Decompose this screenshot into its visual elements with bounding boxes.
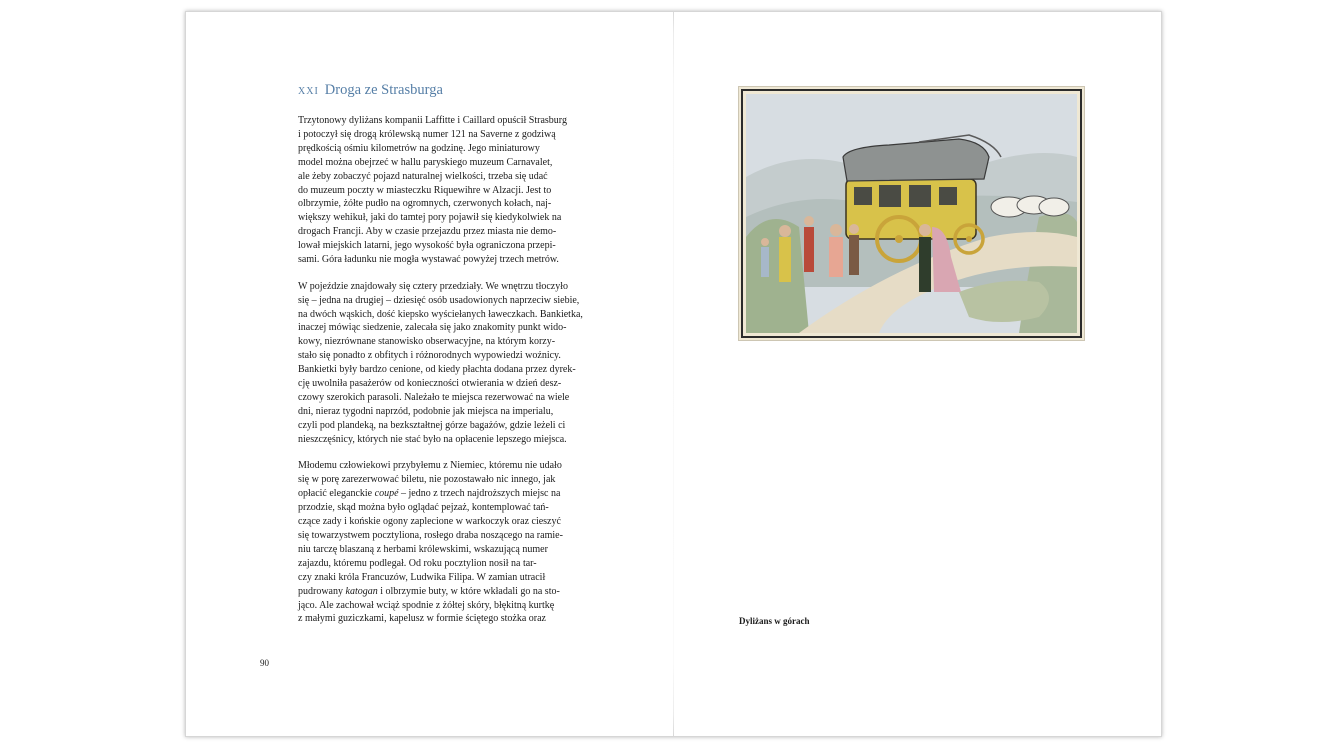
text-line: Młodemu człowiekowi przybyłemu z Niemiec, któremu nie udało bbox=[298, 460, 562, 472]
text-line: lował miejskich latarni, jego wysokość była ograniczona przepi- bbox=[298, 240, 556, 252]
page-number: 90 bbox=[260, 658, 269, 668]
chapter-title: Droga ze Strasburga bbox=[324, 82, 443, 98]
text-line: Bankietki były bardzo cenione, od kiedy płachta dodana przez dyrek- bbox=[298, 364, 576, 376]
text-line: do muzeum poczty w miasteczku Riquewihre w Alzacji. Jest to bbox=[298, 184, 552, 196]
text-line: cję uwolniła pasażerów od konieczności otwierania w dzień desz- bbox=[298, 378, 562, 390]
illustration-caption: Dyliżans w górach bbox=[739, 616, 810, 626]
text-line: i potoczył się drogą królewską numer 121 na Saverne z godziwą bbox=[298, 128, 556, 140]
text-line: zajazdu, któremu podlegał. Od roku pocztylion nosił na tar- bbox=[298, 557, 537, 569]
text-line: Trzytonowy dyliżans kompanii Laffitte i Caillard opuścił Strasburg bbox=[298, 115, 567, 126]
text-line: czowy szerokich parasoli. Należało te miejsca rezerwować na wiele bbox=[298, 392, 570, 404]
text-line: ale żeby zobaczyć pojazd naturalnej wielkości, trzeba się udać bbox=[298, 170, 548, 182]
body-paragraph bbox=[298, 280, 608, 447]
text-line: inaczej mówiąc siedzenie, zalecała się jako znakomity punkt wido- bbox=[298, 322, 567, 334]
text-line: kowy, niezrównane stanowisko obserwacyjne, na którym korzy- bbox=[298, 336, 556, 348]
text-line: nieszczęśnicy, których nie stać było na opłacenie lepszego miejsca. bbox=[298, 433, 567, 445]
text-line: dni, nieraz tygodni naprzód, podobnie jak miejsca na imperialu, bbox=[298, 405, 554, 417]
text-line: się towarzystwem pocztyliona, rosłego draba noszącego na ramie- bbox=[298, 529, 563, 541]
text-line: z małymi guziczkami, kapelusz w formie ściętego stożka oraz bbox=[298, 613, 546, 625]
stagecoach-illustration-art bbox=[739, 87, 1084, 340]
text-line: prędkością ośmiu kilometrów na godzinę. Jego miniaturowy bbox=[298, 142, 540, 154]
text-line: czące zady i końskie ogony zaplecione w warkoczyk oraz cieszyć bbox=[298, 516, 561, 528]
text-line: olbrzymie, żółte pudło na ogromnych, czerwonych kołach, naj- bbox=[298, 198, 552, 210]
text-line: W pojeździe znajdowały się cztery przedziały. We wnętrzu tłoczyło bbox=[298, 280, 568, 292]
text-line: na dwóch wąskich, dość kiepsko wyściełanych ławeczkach. Bankietka, bbox=[298, 308, 583, 320]
chapter-body-text bbox=[298, 114, 608, 639]
body-paragraph bbox=[298, 459, 608, 626]
text-line: przodzie, skąd można było oglądać pejzaż, kontemplować tań- bbox=[298, 502, 549, 514]
text-line: czy znaki króla Francuzów, Ludwika Filipa. W zamian utracił bbox=[298, 571, 546, 583]
text-line: się – jedna na drugiej – dziesięć osób usadowionych naprzeciw siebie, bbox=[298, 294, 580, 306]
text-line: stało się ponadto z obfitych i różnorodnych wypowiedzi woźnicy. bbox=[298, 350, 561, 362]
text-line: jąco. Ale zachował wciąż spodnie z żółtej skóry, błękitną kurtkę bbox=[298, 599, 555, 611]
text-line: się w porę zarezerwować biletu, nie pozostawało nic innego, jak bbox=[298, 474, 556, 486]
text-line: pudrowany katogan i olbrzymie buty, w które wkładali go na sto- bbox=[298, 585, 560, 597]
text-line: opłacić eleganckie coupé – jedno z trzech najdroższych miejsc na bbox=[298, 488, 561, 500]
chapter-heading bbox=[298, 82, 443, 99]
body-paragraph bbox=[298, 114, 608, 267]
page-gutter bbox=[673, 12, 674, 736]
book-spread bbox=[186, 12, 1161, 736]
stagecoach-illustration bbox=[739, 87, 1084, 340]
text-line: czyli pod plandeką, na bezkształtnej górze bagażów, gdzie leżeli ci bbox=[298, 419, 566, 431]
text-line: model można obejrzeć w hallu paryskiego muzeum Carnavalet, bbox=[298, 156, 553, 168]
text-line: większy wehikuł, jaki do tamtej pory pojawił się kiedykolwiek na bbox=[298, 212, 562, 224]
chapter-number: xxi bbox=[298, 82, 319, 98]
text-line: sami. Góra ładunku nie mogła wystawać powyżej trzech metrów. bbox=[298, 254, 559, 266]
text-line: niu tarczę blaszaną z herbami królewskimi, wskazującą numer bbox=[298, 543, 548, 555]
text-line: drogach Francji. Aby w czasie przejazdu przez miasta nie demo- bbox=[298, 226, 557, 238]
